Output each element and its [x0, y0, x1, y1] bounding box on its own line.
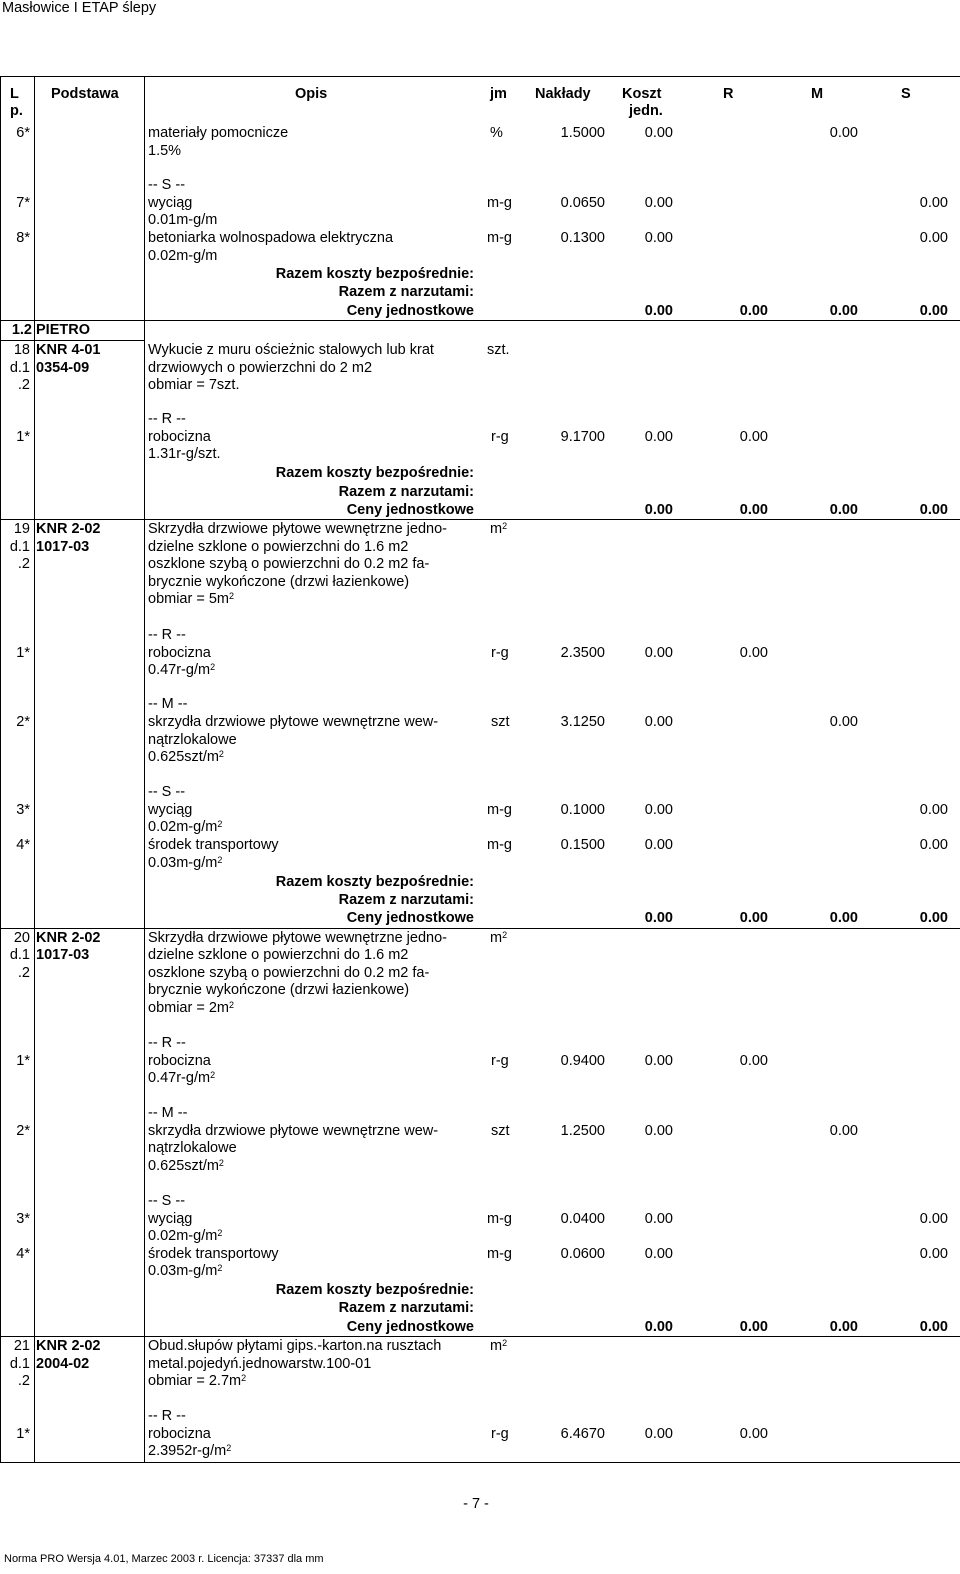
summary-s: 0.00 [919, 910, 948, 926]
row-jm: szt [491, 714, 510, 730]
row-separator [0, 320, 960, 321]
row-separator [0, 928, 960, 929]
row-koszt: 0.00 [644, 837, 673, 853]
position-desc: drzwiowych o powierzchni do 2 m2 [148, 360, 373, 376]
row-koszt: 0.00 [644, 645, 673, 661]
row-desc: skrzydła drzwiowe płytowe wewnętrzne wew- [148, 714, 439, 730]
row-naklady: 0.1000 [560, 802, 605, 818]
position-number-2: d.1 [9, 1356, 30, 1372]
row-desc: betoniarka wolnospadowa elektryczna [148, 230, 394, 246]
row-lp: 7* [16, 195, 30, 211]
position-number-2: d.1 [9, 539, 30, 555]
row-koszt: 0.00 [644, 1053, 673, 1069]
position-base: KNR 4-01 [36, 342, 101, 358]
col-podstawa: Podstawa [51, 86, 119, 102]
row-koszt: 0.00 [644, 1211, 673, 1227]
row-naklady: 9.1700 [560, 429, 605, 445]
row-jm: m-g [487, 1246, 512, 1262]
position-number: 20 [13, 930, 30, 946]
position-desc: dzielne szklone o powierzchni do 1.6 m2 [148, 539, 409, 555]
section-s: -- S -- [148, 1193, 186, 1209]
row-koszt: 0.00 [644, 802, 673, 818]
position-measure: obmiar = $2m^2$ [148, 1000, 235, 1016]
row-desc: wyciąg [148, 195, 193, 211]
row-norm: $0.02m-g/m^2$ [148, 819, 223, 835]
row-norm: $0.02m-g/m^2$ [148, 1228, 223, 1244]
row-jm: % [490, 125, 503, 141]
row-norm: $0.03m-g/m^2$ [148, 1263, 223, 1279]
row-jm: m-g [487, 837, 512, 853]
row-lp: 4* [16, 1246, 30, 1262]
summary-s: 0.00 [919, 502, 948, 518]
position-jm: $m^2$ [490, 1338, 508, 1354]
row-desc: robocizna [148, 645, 211, 661]
row-m: 0.00 [829, 1123, 858, 1139]
row-naklady: 0.0600 [560, 1246, 605, 1262]
window-title: Masłowice I ETAP ślepy [2, 0, 157, 16]
row-koszt: 0.00 [644, 1426, 673, 1442]
col-naklady: Nakłady [535, 86, 591, 102]
section-r: -- R -- [148, 1035, 186, 1051]
row-koszt: 0.00 [644, 230, 673, 246]
position-number: 18 [13, 342, 30, 358]
summary-koszt: 0.00 [644, 303, 673, 319]
row-r: 0.00 [739, 645, 768, 661]
section-r: -- R -- [148, 411, 186, 427]
row-lp: 1* [16, 1053, 30, 1069]
section-name: PIETRO [36, 322, 90, 338]
row-desc: robocizna [148, 429, 211, 445]
summary-m: 0.00 [829, 502, 858, 518]
row-naklady: 0.1500 [560, 837, 605, 853]
summary-markup: Razem z narzutami: [338, 284, 474, 300]
summary-direct: Razem koszty bezpośrednie: [275, 465, 474, 481]
position-desc: Wykucie z muru ościeżnic stalowych lub krat [148, 342, 434, 358]
row-koszt: 0.00 [644, 1123, 673, 1139]
col-s: S [901, 86, 911, 102]
row-norm: $0.625szt/m^2$ [148, 749, 224, 765]
row-naklady: 0.1300 [560, 230, 605, 246]
row-lp: 1* [16, 429, 30, 445]
row-lp: 1* [16, 1426, 30, 1442]
position-desc: oszklone szybą o powierzchni do 0.2 m2 fa- [148, 556, 430, 572]
row-lp: 6* [16, 125, 30, 141]
row-jm: m-g [487, 1211, 512, 1227]
position-number-3: .2 [17, 556, 30, 572]
position-number-3: .2 [17, 1373, 30, 1389]
row-desc: 1.5% [148, 143, 182, 159]
row-norm: $0.03m-g/m^2$ [148, 855, 223, 871]
row-jm: m-g [487, 230, 512, 246]
row-norm: $0.625szt/m^2$ [148, 1158, 224, 1174]
position-desc: Obud.słupów płytami gips.-karton.na rusztach [148, 1338, 442, 1354]
row-jm: szt [491, 1123, 510, 1139]
row-lp: 1* [16, 645, 30, 661]
row-naklady: 0.0650 [560, 195, 605, 211]
row-norm: 0.02m-g/m [148, 248, 218, 264]
position-base-2: 1017-03 [36, 539, 90, 555]
summary-m: 0.00 [829, 303, 858, 319]
row-s: 0.00 [919, 230, 948, 246]
row-s: 0.00 [919, 802, 948, 818]
row-norm: $2.3952r-g/m^2$ [148, 1443, 232, 1459]
row-r: 0.00 [739, 429, 768, 445]
row-jm: r-g [491, 1053, 509, 1069]
summary-m: 0.00 [829, 1319, 858, 1335]
section-s: -- S -- [148, 177, 186, 193]
position-number-3: .2 [17, 377, 30, 393]
row-desc: nątrzlokalowe [148, 1140, 237, 1156]
row-desc: środek transportowy [148, 837, 279, 853]
position-number-3: .2 [17, 965, 30, 981]
summary-s: 0.00 [919, 303, 948, 319]
row-lp: 4* [16, 837, 30, 853]
row-norm: $0.47r-g/m^2$ [148, 1070, 216, 1086]
row-desc: środek transportowy [148, 1246, 279, 1262]
position-measure: obmiar = $2.7m^2$ [148, 1373, 247, 1389]
section-r: -- R -- [148, 1408, 186, 1424]
position-base-2: 2004-02 [36, 1356, 90, 1372]
summary-s: 0.00 [919, 1319, 948, 1335]
row-s: 0.00 [919, 195, 948, 211]
position-desc: Skrzydła drzwiowe płytowe wewnętrzne jedno- [148, 521, 447, 537]
col-lp-2: p. [10, 103, 23, 119]
row-desc: wyciąg [148, 802, 193, 818]
section-m: -- M -- [148, 1105, 188, 1121]
summary-direct: Razem koszty bezpośrednie: [275, 1282, 474, 1298]
summary-markup: Razem z narzutami: [338, 1300, 474, 1316]
row-naklady: 6.4670 [560, 1426, 605, 1442]
row-s: 0.00 [919, 1246, 948, 1262]
row-naklady: 2.3500 [560, 645, 605, 661]
row-desc: robocizna [148, 1426, 211, 1442]
podstawa-column-rule [144, 76, 145, 1462]
summary-unit-prices: Ceny jednostkowe [346, 502, 474, 518]
summary-r: 0.00 [739, 303, 768, 319]
position-base: KNR 2-02 [36, 1338, 101, 1354]
row-jm: r-g [491, 1426, 509, 1442]
row-naklady: 0.9400 [560, 1053, 605, 1069]
summary-unit-prices: Ceny jednostkowe [346, 303, 474, 319]
section-number: 1.2 [11, 322, 32, 338]
col-r: R [723, 86, 734, 102]
position-desc: brycznie wykończone (drzwi łazienkowe) [148, 574, 410, 590]
position-desc: Skrzydła drzwiowe płytowe wewnętrzne jedno- [148, 930, 447, 946]
section-s: -- S -- [148, 784, 186, 800]
row-jm: r-g [491, 429, 509, 445]
summary-koszt: 0.00 [644, 502, 673, 518]
col-lp: L [10, 86, 19, 102]
summary-unit-prices: Ceny jednostkowe [346, 1319, 474, 1335]
row-lp: 2* [16, 1123, 30, 1139]
row-naklady: 1.5000 [560, 125, 605, 141]
row-lp: 2* [16, 714, 30, 730]
row-lp: 8* [16, 230, 30, 246]
page-number: - 7 - [463, 1496, 489, 1512]
summary-r: 0.00 [739, 1319, 768, 1335]
row-m: 0.00 [829, 714, 858, 730]
row-desc: skrzydła drzwiowe płytowe wewnętrzne wew- [148, 1123, 439, 1139]
row-jm: m-g [487, 195, 512, 211]
row-jm: m-g [487, 802, 512, 818]
row-separator [0, 1336, 960, 1337]
section-m: -- M -- [148, 696, 188, 712]
position-measure: obmiar = $5m^2$ [148, 591, 235, 607]
summary-m: 0.00 [829, 910, 858, 926]
position-desc: oszklone szybą o powierzchni do 0.2 m2 fa- [148, 965, 430, 981]
row-norm: 0.01m-g/m [148, 212, 218, 228]
position-jm: $m^2$ [490, 930, 508, 946]
position-number-2: d.1 [9, 360, 30, 376]
summary-markup: Razem z narzutami: [338, 484, 474, 500]
summary-koszt: 0.00 [644, 910, 673, 926]
summary-direct: Razem koszty bezpośrednie: [275, 266, 474, 282]
position-measure: obmiar = 7szt. [148, 377, 240, 393]
table-bottom-rule [0, 1462, 960, 1463]
position-desc: brycznie wykończone (drzwi łazienkowe) [148, 982, 410, 998]
row-desc: nątrzlokalowe [148, 732, 237, 748]
row-s: 0.00 [919, 837, 948, 853]
col-m: M [811, 86, 824, 102]
row-separator [0, 340, 144, 341]
position-number: 21 [13, 1338, 30, 1354]
row-desc: wyciąg [148, 1211, 193, 1227]
summary-direct: Razem koszty bezpośrednie: [275, 874, 474, 890]
row-koszt: 0.00 [644, 125, 673, 141]
col-koszt-2: jedn. [629, 103, 663, 119]
summary-r: 0.00 [739, 910, 768, 926]
position-desc: dzielne szklone o powierzchni do 1.6 m2 [148, 947, 409, 963]
row-naklady: 3.1250 [560, 714, 605, 730]
position-base: KNR 2-02 [36, 521, 101, 537]
lp-column-rule [34, 76, 35, 1462]
position-jm: szt. [487, 342, 510, 358]
row-lp: 3* [16, 1211, 30, 1227]
summary-koszt: 0.00 [644, 1319, 673, 1335]
position-base-2: 1017-03 [36, 947, 90, 963]
row-koszt: 0.00 [644, 714, 673, 730]
col-jm: jm [490, 86, 507, 102]
row-norm: 1.31r-g/szt. [148, 446, 221, 462]
footer-license: Norma PRO Wersja 4.01, Marzec 2003 r. Licencja: 37337 dla mm [4, 1553, 324, 1565]
col-koszt: Koszt [622, 86, 662, 102]
row-s: 0.00 [919, 1211, 948, 1227]
summary-unit-prices: Ceny jednostkowe [346, 910, 474, 926]
row-koszt: 0.00 [644, 429, 673, 445]
position-base: KNR 2-02 [36, 930, 101, 946]
summary-markup: Razem z narzutami: [338, 892, 474, 908]
section-r: -- R -- [148, 627, 186, 643]
position-number: 19 [13, 521, 30, 537]
row-jm: r-g [491, 645, 509, 661]
row-koszt: 0.00 [644, 1246, 673, 1262]
row-naklady: 0.0400 [560, 1211, 605, 1227]
summary-r: 0.00 [739, 502, 768, 518]
row-desc: materiały pomocnicze [148, 125, 289, 141]
row-r: 0.00 [739, 1426, 768, 1442]
position-desc: metal.pojedyń.jednowarstw.100-01 [148, 1356, 372, 1372]
row-norm: $0.47r-g/m^2$ [148, 662, 216, 678]
col-opis: Opis [295, 86, 328, 102]
row-m: 0.00 [829, 125, 858, 141]
position-base-2: 0354-09 [36, 360, 90, 376]
row-naklady: 1.2500 [560, 1123, 605, 1139]
row-koszt: 0.00 [644, 195, 673, 211]
row-r: 0.00 [739, 1053, 768, 1069]
row-lp: 3* [16, 802, 30, 818]
row-separator [0, 519, 960, 520]
row-desc: robocizna [148, 1053, 211, 1069]
position-number-2: d.1 [9, 947, 30, 963]
position-jm: $m^2$ [490, 521, 508, 537]
